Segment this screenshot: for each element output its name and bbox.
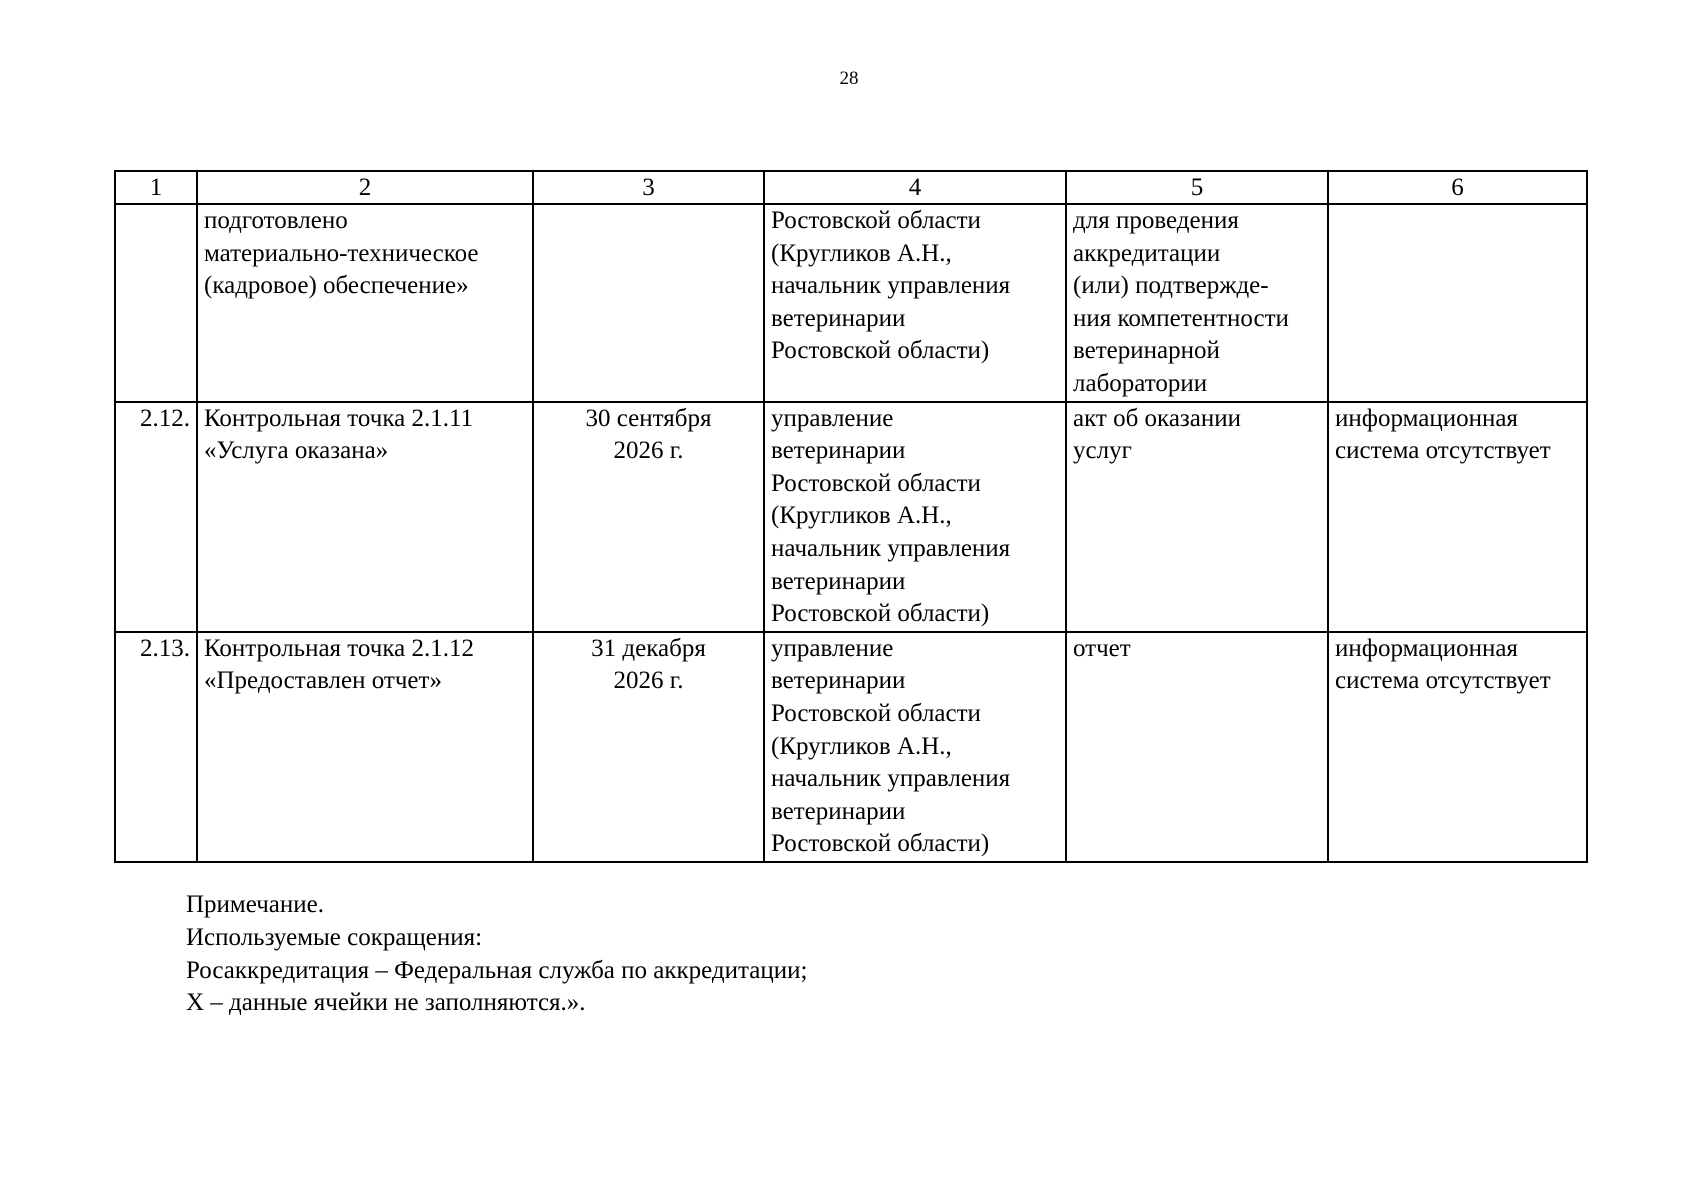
cell-text-line: (Кругликов А.Н., — [771, 732, 952, 760]
cell-text-line: ветеринарии — [771, 667, 906, 695]
cell-text-line: 31 декабря — [591, 634, 706, 662]
table-cell-c6 — [1328, 402, 1587, 632]
table-cell-c6 — [1328, 204, 1587, 402]
cell-text-line: начальник управления — [771, 765, 1011, 793]
cell-text-line: услуг — [1073, 437, 1132, 465]
table-cell-c1 — [115, 632, 197, 862]
cell-text-line: ветеринарии — [771, 304, 906, 332]
cell-text-line: ветеринарной — [1073, 337, 1220, 365]
column-header: 1 — [115, 171, 197, 204]
column-header: 4 — [764, 171, 1066, 204]
table-cell-c4 — [764, 402, 1066, 632]
cell-text-line: информационная — [1335, 404, 1518, 432]
table-cell-c4 — [764, 632, 1066, 862]
column-header: 5 — [1066, 171, 1328, 204]
table-cell-c1 — [115, 204, 197, 402]
table-cell-c3 — [533, 402, 764, 632]
cell-text-line: Ростовской области — [771, 699, 981, 727]
table-row — [115, 632, 1587, 862]
cell-text-line: информационная — [1335, 634, 1518, 662]
cell-text-line: (Кругликов А.Н., — [771, 502, 952, 530]
cell-text-line: Ростовской области — [771, 469, 981, 497]
table-cell-c5 — [1066, 204, 1328, 402]
cell-text-line: 30 сентября — [585, 404, 712, 432]
cell-text-line: (кадровое) обеспечение» — [204, 272, 469, 300]
cell-text-line: начальник управления — [771, 272, 1011, 300]
cell-text-line: «Предоставлен отчет» — [204, 667, 442, 695]
table-cell-c3 — [533, 204, 764, 402]
page-number: 28 — [839, 68, 859, 89]
cell-text-line: начальник управления — [771, 534, 1011, 562]
note-abbreviation: Росаккредитация – Федеральная служба по аккредитации; — [186, 956, 808, 984]
cell-text-line: ветеринарии — [771, 567, 906, 595]
column-header: 2 — [197, 171, 533, 204]
cell-text-line: для проведения — [1073, 207, 1239, 234]
cell-text-line: управление — [771, 404, 894, 432]
cell-text-line: подготовлено — [204, 207, 348, 234]
cell-text-line: Ростовской области) — [771, 337, 990, 365]
table-cell-c1 — [115, 402, 197, 632]
cell-text-line: 2026 г. — [613, 667, 684, 695]
cell-text-line: система отсутствует — [1335, 437, 1551, 465]
column-header: 3 — [533, 171, 764, 204]
table-cell-c5 — [1066, 632, 1328, 862]
note-abbreviation: Х – данные ячейки не заполняются.». — [186, 989, 586, 1017]
table-cell-c2 — [197, 632, 533, 862]
footnote — [186, 889, 807, 1020]
cell-text-line: «Услуга оказана» — [204, 437, 389, 465]
table-row — [115, 204, 1587, 402]
table-row — [115, 402, 1587, 632]
cell-text-line: Ростовской области — [771, 207, 981, 234]
cell-text-line: Контрольная точка 2.1.12 — [204, 634, 474, 662]
table-cell-c2 — [197, 402, 533, 632]
cell-text-line: (Кругликов А.Н., — [771, 239, 952, 267]
schedule-table — [114, 170, 1588, 863]
cell-text-line: система отсутствует — [1335, 667, 1551, 695]
table-cell-c5 — [1066, 402, 1328, 632]
cell-text-line: ния компетентности — [1073, 304, 1289, 332]
table-cell-c3 — [533, 632, 764, 862]
note-subtitle: Используемые сокращения: — [186, 923, 483, 951]
cell-text-line: Ростовской области) — [771, 600, 990, 628]
cell-text-line: Контрольная точка 2.1.11 — [204, 404, 474, 432]
table-cell-c4 — [764, 204, 1066, 402]
cell-text-line: Ростовской области) — [771, 830, 990, 858]
table-cell-c6 — [1328, 632, 1587, 862]
cell-text-line: лаборатории — [1073, 369, 1208, 397]
cell-text-line: ветеринарии — [771, 437, 906, 465]
cell-text-line: (или) подтвержде- — [1073, 272, 1269, 300]
cell-text-line: 2026 г. — [613, 437, 684, 465]
cell-text-line: 2.13. — [140, 634, 190, 662]
cell-text-line: материально-техническое — [204, 239, 479, 267]
column-header: 6 — [1328, 171, 1587, 204]
cell-text-line: аккредитации — [1073, 239, 1221, 267]
table-cell-c2 — [197, 204, 533, 402]
cell-text-line: ветеринарии — [771, 797, 906, 825]
cell-text-line: акт об оказании — [1073, 404, 1242, 432]
table-header-row — [115, 171, 1587, 204]
cell-text-line: 2.12. — [140, 404, 190, 432]
cell-text-line: управление — [771, 634, 894, 662]
cell-text-line: отчет — [1073, 634, 1131, 662]
note-title: Примечание. — [186, 891, 325, 918]
